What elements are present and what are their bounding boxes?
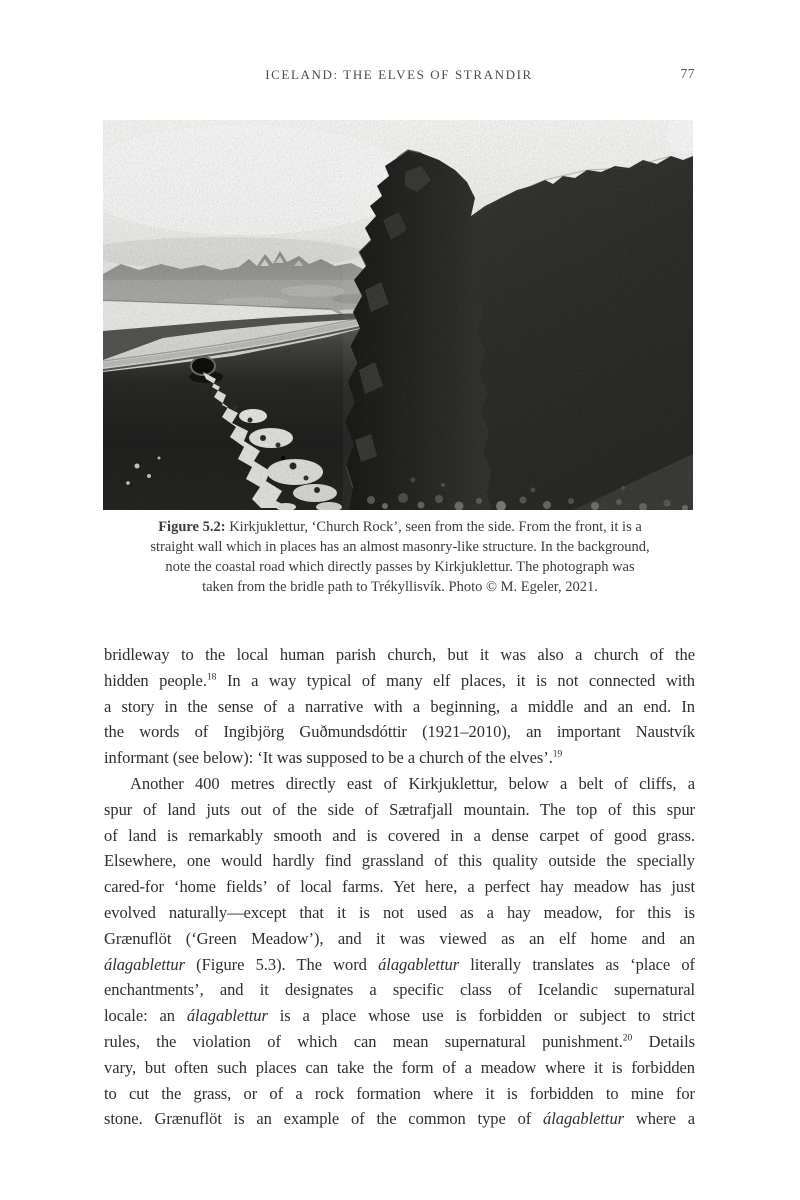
body-text — [104, 642, 695, 1132]
kirkjuklettur-photo-art — [103, 120, 693, 510]
body-text-line: of land is remarkably smooth and is covered in a dense carpet of good grass. — [104, 825, 695, 845]
caption-line: note the coastal road which directly passes by Kirkjuklettur. The photograph was — [165, 559, 635, 575]
body-text-line: informant (see below): ‘It was supposed to be a church of the elves’.$^{19}$ — [104, 748, 563, 768]
caption-line: Figure 5.2: Kirkjuklettur, ‘Church Rock’, seen from the side. From the front, it is a — [158, 519, 642, 535]
running-head — [103, 66, 695, 84]
body-text-line: álagablettur (Figure 5.3). The word álagablettur literally translates as ‘place of — [104, 954, 696, 974]
body-text-line: bridleway to the local human parish church, but it was also a church of the — [104, 645, 695, 664]
body-text-line: hidden people.$^{18}$ In a way typical of many elf places, it is not connected with — [104, 670, 695, 690]
running-head-title: ICELAND: THE ELVES OF STRANDIR — [265, 67, 533, 82]
body-text-line: enchantments’, and it designates a specific class of Icelandic supernatural — [104, 980, 695, 1000]
body-text-line: Grænuflöt (‘Green Meadow’), and it was viewed as an elf home and an — [104, 928, 695, 948]
body-text-line: stone. Grænuflöt is an example of the common type of álagablettur where a — [104, 1109, 695, 1129]
body-text-line: the words of Ingibjörg Guðmundsdóttir (1921–2010), an important Naustvík — [104, 722, 695, 742]
body-text-line: a story in the sense of a narrative with a beginning, a middle and an end. In — [104, 696, 695, 716]
caption-line: straight wall which in places has an almost masonry-like structure. In the background, — [150, 539, 650, 555]
body-text-line: Another 400 metres directly east of Kirkjuklettur, below a belt of cliffs, a — [130, 773, 695, 793]
caption-line: taken from the bridle path to Trékyllisvík. Photo © M. Egeler, 2021. — [202, 579, 598, 595]
body-text-line: spur of land juts out of the side of Sætrafjall mountain. The top of this spur — [104, 799, 695, 819]
body-text-line: Elsewhere, one would hardly find grassland of this quality outside the specially — [104, 851, 695, 871]
page-number: 77 — [680, 66, 695, 81]
body-text-line: locale: an álagablettur is a place whose use is forbidden or subject to strict — [104, 1006, 696, 1026]
figure-caption — [100, 517, 700, 597]
body-text-line: to cut the grass, or of a rock formation where it is forbidden to mine for — [104, 1083, 695, 1103]
body-text-line: evolved naturally—except that it is not used as a hay meadow, for this is — [104, 902, 695, 922]
body-text-line: rules, the violation of which can mean supernatural punishment.$^{20}$ Details — [104, 1031, 695, 1051]
body-text-line: cared-for ‘home fields’ of local farms. Yet here, a perfect hay meadow has just — [104, 877, 695, 897]
body-text-line: vary, but often such places can take the form of a meadow where it is forbidden — [104, 1057, 695, 1077]
figure-photo — [103, 120, 693, 510]
